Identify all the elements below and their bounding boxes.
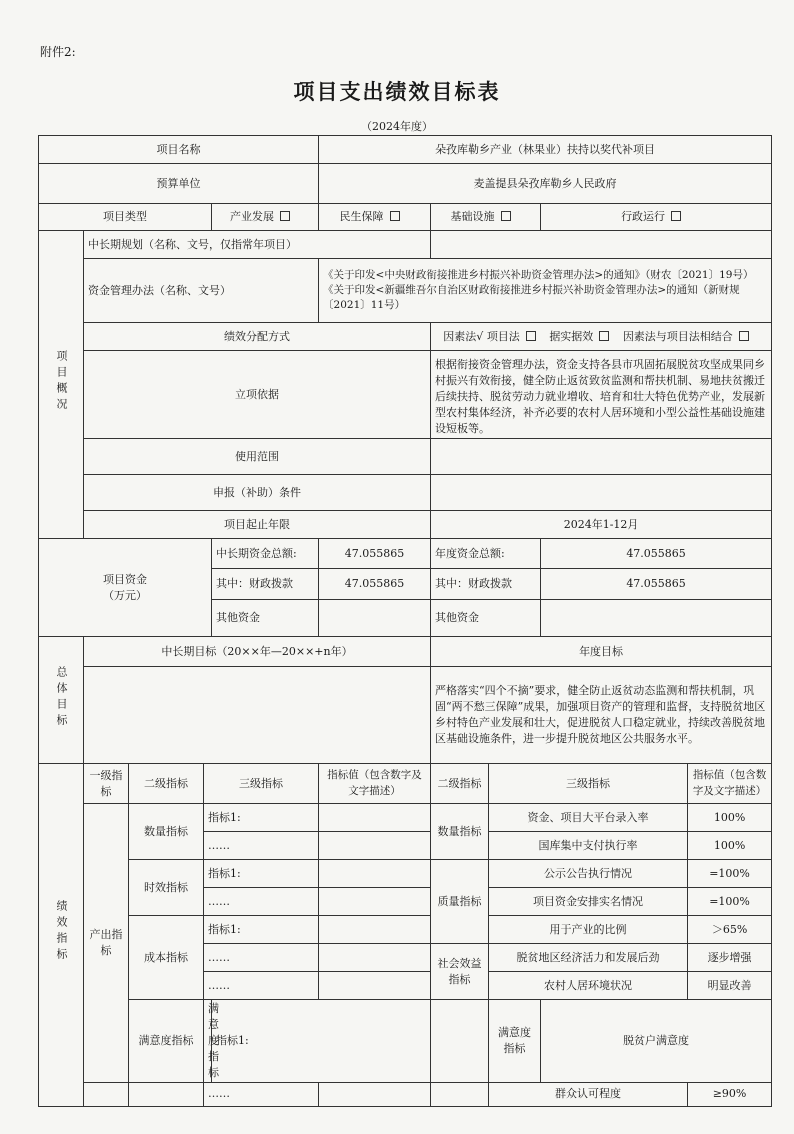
- project-name-value: 朵孜库勒乡产业（林果业）扶持以奖代补项目: [319, 136, 772, 164]
- left-item-value: [319, 916, 431, 944]
- mid-goal-value: [84, 667, 431, 764]
- right-indicator-name: 群众认可程度: [489, 1082, 688, 1106]
- right-indicator-value: =100%: [688, 860, 772, 888]
- timeliness-indicator-label: 时效指标: [129, 860, 204, 916]
- level2-header: 二级指标: [129, 764, 204, 804]
- right-indicator-value: 100%: [688, 804, 772, 832]
- checkbox-icon: [526, 331, 536, 341]
- satisfaction-l1-cont: [84, 1082, 129, 1106]
- year-label: （2024年度）: [361, 120, 433, 133]
- type-option-livelihood: 民生保障: [319, 204, 431, 231]
- right-indicator-name: 项目资金安排实名情况: [489, 888, 688, 916]
- project-name-label: 项目名称: [39, 136, 319, 164]
- level3-header: 三级指标: [204, 764, 319, 804]
- project-type-label: 项目类型: [39, 204, 212, 231]
- mid-other-value: [319, 600, 431, 637]
- fund-management-value: [319, 259, 772, 323]
- mid-total-value: 47.055865: [319, 539, 431, 569]
- left-item-value: [319, 1082, 431, 1106]
- checkbox-icon: [501, 211, 511, 221]
- right-indicator-name: 用于产业的比例: [489, 916, 688, 944]
- quantity-indicator-label: 数量指标: [129, 804, 204, 860]
- left-item-value: [319, 972, 431, 1000]
- checkbox-icon: [739, 331, 749, 341]
- year-other-value: [541, 600, 772, 637]
- application-conditions-label: 申报（补助）条件: [84, 475, 431, 511]
- right-satisfaction-cont: [431, 1082, 489, 1106]
- attachment-label: 附件2:: [40, 45, 76, 59]
- mid-fiscal-value: 47.055865: [319, 569, 431, 600]
- overview-section-label: 项目概况: [39, 231, 84, 539]
- year-total-label: 年度资金总额:: [431, 539, 541, 569]
- mid-goal-label: 中长期目标（20××年—20××+n年）: [84, 637, 431, 667]
- year-goal-value: 严格落实“四个不摘”要求，健全防止返贫动态监测和帮扶机制，巩固“两不愁三保障”成果，加强项目资产的管理和监督，支持脱贫地区乡村特色产业发展和壮大，促进脱贫人口稳定就业，持续改善脱贫地区基础设施条件，进一步提升脱贫地区公共服务水平。: [431, 667, 772, 764]
- checkbox-icon: [599, 331, 609, 341]
- type-option-administration: 行政运行: [541, 204, 772, 231]
- left-item-value: [319, 888, 431, 916]
- mid-fiscal-label: 其中：财政拨款: [212, 569, 319, 600]
- level2-header-right: 二级指标: [431, 764, 489, 804]
- left-item-label: 指标1:: [204, 916, 319, 944]
- right-indicator-value: 明显改善: [688, 972, 772, 1000]
- allocation-method-label: 绩效分配方式: [84, 323, 431, 351]
- right-indicator-value: ＞65%: [688, 916, 772, 944]
- usage-scope-label: 使用范围: [84, 439, 431, 475]
- left-item-value: [319, 860, 431, 888]
- left-item-value: [319, 944, 431, 972]
- fund-management-doc-2: 《关于印发<新疆维吾尔自治区财政衔接推进乡村振兴补助资金管理办法>的通知（新财规〔2021〕11号）: [323, 283, 740, 312]
- checkbox-icon: [671, 211, 681, 221]
- budget-unit-value: 麦盖提县朵孜库勒乡人民政府: [319, 164, 772, 204]
- allocation-method-options: 因素法√ 项目法 据实据效 因素法与项目法相结合: [431, 323, 772, 351]
- project-period-value: 2024年1-12月: [431, 511, 772, 539]
- fund-management-doc-1: 《关于印发<中央财政衔接推进乡村振兴补助资金管理办法>的通知》（财农〔2021〕19号）: [323, 268, 754, 281]
- left-item-value: [319, 832, 431, 860]
- left-item-value: [319, 804, 431, 832]
- left-item-label: 指标1:: [212, 1000, 431, 1083]
- mid-plan-value: [431, 231, 772, 259]
- right-indicator-value: ≥90%: [688, 1082, 772, 1106]
- type-option-industry: 产业发展: [212, 204, 319, 231]
- right-indicator-name: 资金、项目大平台录入率: [489, 804, 688, 832]
- right-indicator-name: 农村人居环境状况: [489, 972, 688, 1000]
- left-item-more: ……: [204, 888, 319, 916]
- project-basis-value: 根据衔接资金管理办法，资金支持各县市巩固拓展脱贫攻坚成果同乡村振兴有效衔接，健全防止返贫致贫监测和帮扶机制、易地扶贫搬迁后续扶持、脱贫劳动力就业增收、培育和壮大特色优势产业，发展新型农村集体经济，补齐必要的农村人居环境和小型公益性基础设施建设短板等。: [431, 351, 772, 439]
- type-option-infrastructure: 基础设施: [431, 204, 541, 231]
- left-item-more: ……: [204, 832, 319, 860]
- usage-scope-value: [431, 439, 772, 475]
- level3-header-right: 三级指标: [489, 764, 688, 804]
- left-item-more: ……: [204, 944, 319, 972]
- mid-total-label: 中长期资金总额:: [212, 539, 319, 569]
- value-header: 指标值（包含数字及文字描述）: [319, 764, 431, 804]
- right-indicator-value: =100%: [688, 888, 772, 916]
- satisfaction-l2-label: 满意度指标: [204, 1000, 212, 1083]
- budget-unit-label: 预算单位: [39, 164, 319, 204]
- year-fiscal-label: 其中：财政拨款: [431, 569, 541, 600]
- cost-indicator-label: 成本指标: [129, 916, 204, 1000]
- year-goal-label: 年度目标: [431, 637, 772, 667]
- right-indicator-name: 脱贫户满意度: [541, 1000, 772, 1083]
- mid-other-label: 其他资金: [212, 600, 319, 637]
- page-title: 项目支出绩效目标表: [293, 79, 501, 104]
- year-fiscal-value: 47.055865: [541, 569, 772, 600]
- satisfaction-l2-cont: [129, 1082, 204, 1106]
- right-indicator-name: 国库集中支付执行率: [489, 832, 688, 860]
- right-quantity-label: 数量指标: [431, 804, 489, 860]
- right-satisfaction-label: 满意度指标: [489, 1000, 541, 1083]
- left-item-label: 指标1:: [204, 860, 319, 888]
- left-item-more: ……: [204, 1082, 319, 1106]
- checkbox-icon: [280, 211, 290, 221]
- year-other-label: 其他资金: [431, 600, 541, 637]
- left-item-more: ……: [204, 972, 319, 1000]
- right-indicator-value: 逐步增强: [688, 944, 772, 972]
- left-item-value: [431, 1000, 489, 1083]
- project-basis-label: 立项依据: [84, 351, 431, 439]
- left-item-label: 指标1:: [204, 804, 319, 832]
- level1-header: 一级指标: [84, 764, 129, 804]
- checkbox-icon: [390, 211, 400, 221]
- value-header-right: 指标值（包含数字及文字描述）: [688, 764, 772, 804]
- right-indicator-name: 公示公告执行情况: [489, 860, 688, 888]
- project-funds-label: 项目资金 （万元）: [39, 539, 212, 637]
- right-indicator-name: 脱贫地区经济活力和发展后劲: [489, 944, 688, 972]
- right-social-label: 社会效益指标: [431, 944, 489, 1000]
- right-indicator-value: 100%: [688, 832, 772, 860]
- indicators-section-label: 绩效指标: [39, 764, 84, 1107]
- right-quality-label: 质量指标: [431, 860, 489, 944]
- project-period-label: 项目起止年限: [84, 511, 431, 539]
- output-indicator-label: 产出指标: [84, 804, 129, 1083]
- performance-target-table: [38, 135, 772, 1107]
- mid-plan-label: 中长期规划（名称、文号，仅指常年项目）: [84, 231, 431, 259]
- year-total-value: 47.055865: [541, 539, 772, 569]
- satisfaction-l1-label: 满意度指标: [129, 1000, 204, 1083]
- fund-management-label: 资金管理办法（名称、文号）: [84, 259, 319, 323]
- application-conditions-value: [431, 475, 772, 511]
- overall-goals-section-label: 总体目标: [39, 637, 84, 764]
